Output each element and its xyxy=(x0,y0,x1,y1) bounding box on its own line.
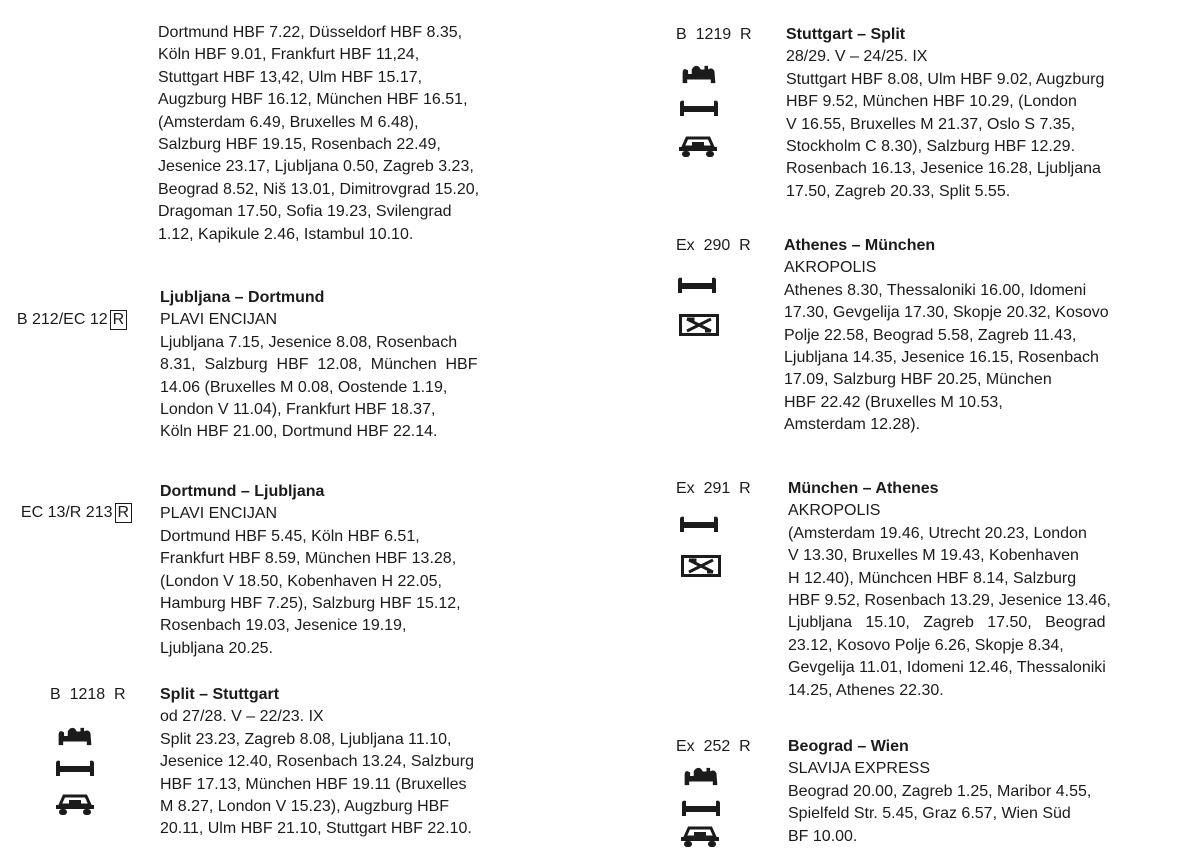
train-id-ex291: Ex 291 R xyxy=(676,480,751,497)
route-line: Köln HBF 9.01, Frankfurt HBF 11,24, xyxy=(158,46,420,64)
route-line: 17.30, Gevgelija 17.30, Skopje 20.32, Kosovo xyxy=(784,304,1109,322)
route-line: Beograd 8.52, Niš 13.01, Dimitrovgrad 15.20, xyxy=(158,180,480,198)
train-id-ex290: Ex 290 R xyxy=(676,237,751,254)
reservation-box: R xyxy=(115,503,133,523)
couchette-car-icon xyxy=(678,100,720,118)
entry-ex291 xyxy=(788,478,1111,702)
route-line: 17.09, Salzburg HBF 20.25, München xyxy=(784,371,1052,389)
entry-b1219 xyxy=(786,24,1104,203)
entry-ex252 xyxy=(788,736,1091,848)
route-line: Ljubljana 20.25. xyxy=(160,639,273,657)
route-line: BF 10.00. xyxy=(788,827,858,845)
route-line: 14.25, Athenes 22.30. xyxy=(788,681,944,699)
route-title: Ljubljana – Dortmund xyxy=(160,289,325,306)
route-line: 23.12, Kosovo Polje 6.26, Skopje 8.34, xyxy=(788,636,1064,654)
route-line: Polje 22.58, Beograd 5.58, Zagreb 11.43, xyxy=(784,326,1077,344)
route-line: 17.50, Zagreb 20.33, Split 5.55. xyxy=(786,182,1011,200)
route-line: Athenes 8.30, Thessaloniki 16.00, Idomeni xyxy=(784,281,1087,299)
train-id-ex252: Ex 252 R xyxy=(676,738,751,755)
couchette-car-icon xyxy=(54,760,96,778)
route-line: 28/29. V – 24/25. IX xyxy=(786,48,928,66)
route-line: Beograd 20.00, Zagreb 1.25, Maribor 4.55, xyxy=(788,782,1092,800)
train-id-b1218: B 1218 R xyxy=(50,686,126,703)
couchette-car-icon xyxy=(676,277,718,295)
route-title: München – Athenes xyxy=(788,480,939,497)
route-line: Salzburg HBF 19.15, Rosenbach 22.49, xyxy=(158,136,441,154)
route-line: Augzburg HBF 16.12, München HBF 16.51, xyxy=(158,91,468,109)
couchette-car-icon xyxy=(680,800,722,818)
route-line: (London V 18.50, Kobenhaven H 22.05, xyxy=(160,572,442,590)
route-line: Frankfurt HBF 8.59, München HBF 13.28, xyxy=(160,550,457,568)
route-line: (Amsterdam 19.46, Utrecht 20.23, London xyxy=(788,524,1087,542)
route-title: Dortmund – Ljubljana xyxy=(160,483,325,500)
route-line: 1.12, Kapikule 2.46, Istambul 10.10. xyxy=(158,225,414,243)
route-line: 8.31, Salzburg HBF 12.08, München HBF xyxy=(160,356,478,374)
route-line: HBF 9.52, München HBF 10.29, (London xyxy=(786,93,1077,111)
route-line: Ljubljana 7.15, Jesenice 8.08, Rosenbach xyxy=(160,333,458,351)
auto-train-icon xyxy=(676,134,720,158)
sleeper-car-icon xyxy=(56,726,94,746)
route-line: (Amsterdam 6.49, Bruxelles M 6.48), xyxy=(158,113,419,131)
route-line: H 12.40), Münchcen HBF 8.14, Salzburg xyxy=(788,569,1077,587)
entry-ec13 xyxy=(160,481,461,660)
train-name: PLAVI ENCIJAN xyxy=(160,311,278,329)
sleeper-car-icon xyxy=(682,766,720,786)
route-title: Athenes – München xyxy=(784,237,936,254)
route-line: Dortmund HBF 7.22, Düsseldorf HBF 8.35, xyxy=(158,24,463,41)
route-line: Rosenbach 16.13, Jesenice 16.28, Ljubljana xyxy=(786,160,1101,178)
route-line: 20.11, Ulm HBF 21.10, Stuttgart HBF 22.10. xyxy=(160,820,472,838)
left-top-route-text xyxy=(158,22,479,246)
dining-car-icon xyxy=(680,555,722,577)
route-title: Split – Stuttgart xyxy=(160,686,280,703)
route-line: od 27/28. V – 22/23. IX xyxy=(160,708,324,726)
train-name: AKROPOLIS xyxy=(788,502,881,520)
route-line: HBF 9.52, Rosenbach 13.29, Jesenice 13.46, xyxy=(788,592,1111,610)
route-line: Gevgelija 11.01, Idomeni 12.46, Thessaloniki xyxy=(788,659,1106,677)
route-line: Stuttgart HBF 8.08, Ulm HBF 9.02, Augzburg xyxy=(786,70,1105,88)
train-id-b212 xyxy=(8,287,127,332)
train-name: PLAVI ENCIJAN xyxy=(160,505,278,523)
train-number: EC 13/R 213 xyxy=(20,504,113,522)
route-line: Jesenice 12.40, Rosenbach 13.24, Salzburg xyxy=(160,753,474,771)
route-line: Amsterdam 12.28). xyxy=(784,416,921,434)
sleeper-car-icon xyxy=(680,64,718,84)
route-line: Ljubljana 14.35, Jesenice 16.15, Rosenbach xyxy=(784,349,1099,367)
entry-ex290 xyxy=(784,235,1109,437)
route-line: Dortmund HBF 5.45, Köln HBF 6.51, xyxy=(160,527,420,545)
auto-train-icon xyxy=(678,824,722,848)
train-name: AKROPOLIS xyxy=(784,259,877,277)
route-line: Split 23.23, Zagreb 8.08, Ljubljana 11.10, xyxy=(160,730,452,748)
route-title: Stuttgart – Split xyxy=(786,26,906,43)
route-line: V 16.55, Bruxelles M 21.37, Oslo S 7.35, xyxy=(786,115,1076,133)
route-line: London V 11.04), Frankfurt HBF 18.37, xyxy=(160,401,436,419)
route-line: Jesenice 23.17, Ljubljana 0.50, Zagreb 3.23, xyxy=(158,158,474,176)
route-line: M 8.27, London V 15.23), Augzburg HBF xyxy=(160,798,450,816)
route-line: V 13.30, Bruxelles M 19.43, Kobenhaven xyxy=(788,547,1079,565)
route-line: Spielfeld Str. 5.45, Graz 6.57, Wien Süd xyxy=(788,805,1071,823)
reservation-box: R xyxy=(110,310,128,330)
route-line: Ljubljana 15.10, Zagreb 17.50, Beograd xyxy=(788,614,1106,632)
route-line: Rosenbach 19.03, Jesenice 19.19, xyxy=(160,617,407,635)
dining-car-icon xyxy=(678,314,720,336)
route-line: Stockholm C 8.30), Salzburg HBF 12.29. xyxy=(786,138,1076,156)
route-line: Hamburg HBF 7.25), Salzburg HBF 15.12, xyxy=(160,595,461,613)
route-line: Köln HBF 21.00, Dortmund HBF 22.14. xyxy=(160,423,438,441)
entry-b212 xyxy=(160,287,478,444)
route-title: Beograd – Wien xyxy=(788,738,909,755)
route-line: 14.06 (Bruxelles M 0.08, Oostende 1.19, xyxy=(160,378,448,396)
route-line: Dragoman 17.50, Sofia 19.23, Svilengrad xyxy=(158,203,452,221)
train-number: B 212/EC 12 xyxy=(16,311,108,329)
train-id-ec13 xyxy=(12,480,132,525)
train-id-b1219: B 1219 R xyxy=(676,26,752,43)
route-line: Stuttgart HBF 13,42, Ulm HBF 15.17, xyxy=(158,68,423,86)
train-name: SLAVIJA EXPRESS xyxy=(788,760,930,778)
route-line: HBF 17.13, München HBF 19.11 (Bruxelles xyxy=(160,775,467,793)
entry-b1218 xyxy=(160,684,474,841)
auto-train-icon xyxy=(53,792,97,816)
couchette-car-icon xyxy=(678,516,720,534)
route-line: HBF 22.42 (Bruxelles M 10.53, xyxy=(784,393,1003,411)
